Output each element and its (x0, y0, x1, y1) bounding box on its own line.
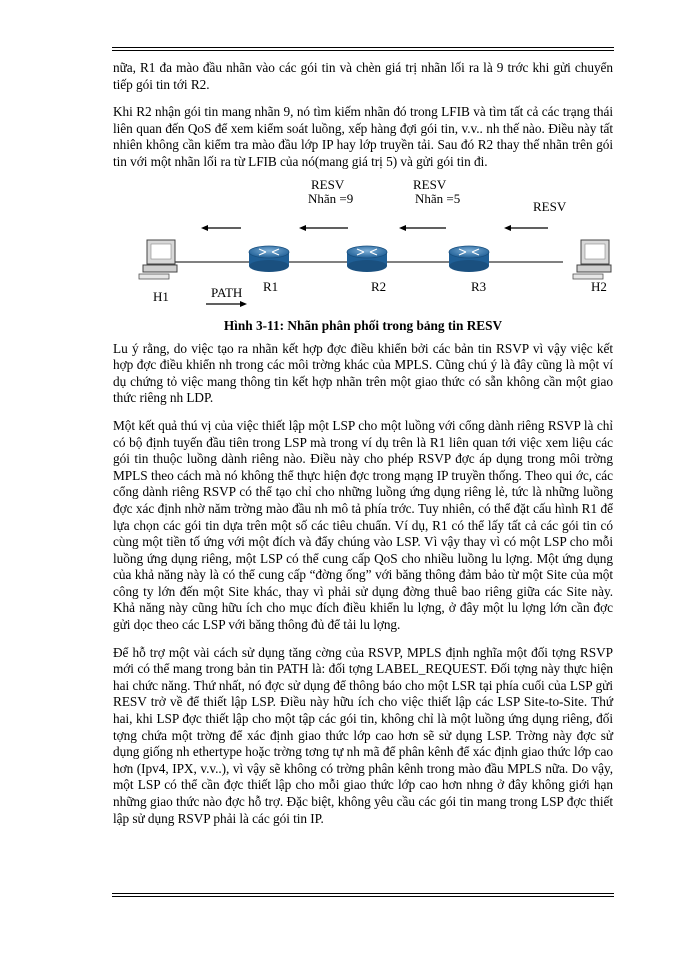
resv-arrow-2 (299, 225, 348, 231)
host-h1-label: H1 (153, 288, 169, 304)
network-diagram (113, 176, 613, 316)
paragraph-4: Một kết quả thú vị của việc thiết lập một LSP cho một luồng với cổng dành riêng RSVP là chỉ có bộ định tuyến đầu tiên trong LSP mà trong ví dụ trên là R1 liên quan tới việc xem liệu các gói tin thuộc luồng dành riêng nào. Điều này cho phép RSVP đợc áp dụng trong môi trờng MPLS theo cách mà nó không thể thực hiện đợc trong mạng IP truyền thống. Theo qui ớc, các cổng dành riêng RSVP có thể tạo chỉ cho những luồng ứng dụng riêng lẻ, tức là những luồng đợc xác định nhờ năm trờng mào đầu nh mô tả phía trớc. Tuy nhiên, có thể đặt cấu hình R1 để lựa chọn các gói tin dựa trên một số các tiêu chuẩn. Ví dụ, R1 có thể lấy tất cả các gói tin có cùng một tiền tố ứng với một đích và đẩy chúng vào LSP. Vì vậy thay vì có một LSP cho mỗi luồng ứng dụng riêng, một LSP có thể cung cấp QoS cho nhiều luồng lu lợng. Một ứng dụng của khả năng này là có thể cung cấp “đờng ống” với băng thông đảm bảo từ một Site của một công ty lớn đến một Site khác, thay vì phải sử dụng đờng thuê bao riêng giữa các Site này. Khả năng này cũng hữu ích cho mục đích điều khiển lu lợng, ở đây một lu lợng lớn cần đợc gửi dọc theo các LSP với băng thông đủ để tải lu lợng. (113, 417, 613, 633)
paragraph-3: Lu ý rằng, do việc tạo ra nhãn kết hợp đợc điều khiển bởi các bản tin RSVP vì vậy việc kết hợp đợc điều khiển nh trong các môi trờng khác của MPLS. Cũng chú ý là đây cũng là một ví dụ chứng tỏ việc mang thông tin kết hợp nhãn trên một giao thức có sẵn không cần một giao thức riêng nh LDP. (113, 340, 613, 406)
page-content (113, 60, 613, 838)
resv-arrow-1 (201, 225, 241, 231)
router-r2-icon (347, 246, 387, 272)
header-rule-2 (112, 50, 614, 51)
label-value-2: Nhãn =5 (415, 190, 461, 206)
label-value-1: Nhãn =9 (308, 190, 354, 206)
router-r1-label: R1 (263, 278, 279, 294)
resv-label-3: RESV (533, 198, 567, 214)
figure-caption: Hình 3-11: Nhãn phân phối trong bảng tin RESV (223, 317, 503, 333)
paragraph-2: Khi R2 nhận gói tin mang nhãn 9, nó tìm kiếm nhãn đó trong LFIB và tìm tất cả các trạng thái liên quan đến QoS để xem kiểm soát luồng, xếp hàng đợi gói tin, v.v.. nh thế nào. Điều này tất nhiên không cần kiểm tra mào đầu lớp IP hay lớp truyền tải. Sau đó R2 thay thế nhãn trên gói tin với một nhãn lối ra từ LFIB của nó(mang giá trị 5) và gửi gói tin đi. (113, 104, 613, 169)
network-figure (113, 176, 613, 316)
path-arrow (206, 301, 247, 307)
resv-label-2: RESV (413, 176, 447, 192)
router-r3-icon (449, 246, 489, 272)
path-label: PATH (211, 284, 243, 300)
resv-arrow-4 (504, 225, 548, 231)
header-rule-1 (112, 47, 614, 48)
resv-arrow-3 (399, 225, 446, 231)
router-r1-icon (249, 246, 289, 272)
host-h1-computer-icon (139, 240, 177, 279)
footer-rule-2 (112, 896, 614, 897)
resv-label-1: RESV (311, 176, 345, 192)
host-h2-label: H2 (591, 278, 607, 294)
paragraph-5: Để hỗ trợ một vài cách sử dụng tăng cờng của RSVP, MPLS định nghĩa một đối tợng RSVP mới có thể mang trong bản tin PATH là: đối tợng LABEL_REQUEST. Đối tợng này thực hiện hai chức năng. Thứ nhất, nó đợc sử dụng để thông báo cho một LSR tại phía cuối của LSP gửi RESV trở về để thiết lập LSP. Điều này hữu ích cho việc thiết lập các LSP Site-to-Site. Thứ hai, khi LSP đợc thiết lập cho một tập các gói tin, không chỉ là một luồng ứng dụng riêng, đối tợng chứa một trờng để xác định giao thức lớp cao hơn sẽ sử dụng LSP. Trờng này đợc sử dụng giống nh ethertype hoặc trờng tơng tự nh mã để phân kênh để xác định giao thức lớp cao hơn (Ipv4, IPX, v.v..), vì vậy sẽ không có trờng phân kênh trong mào đầu MPLS nữa. Do vậy, một LSP có thể cần đợc thiết lập cho mỗi giao thức lớp cao hơn nhng ở đây không giới hạn những giao thức nào đợc hỗ trợ. Đặc biệt, không yêu cầu các gói tin mang trong LSP đợc thiết lập sử dụng RSVP phải là các gói tin IP. (113, 644, 613, 826)
host-h2-computer-icon (573, 240, 611, 279)
footer-rule-1 (112, 893, 614, 894)
router-r3-label: R3 (471, 278, 487, 294)
router-r2-label: R2 (371, 278, 387, 294)
paragraph-1: nữa, R1 đa mào đầu nhãn vào các gói tin và chèn giá trị nhãn lối ra là 9 trớc khi gửi chuyển tiếp gói tin tới R2. (113, 60, 613, 92)
